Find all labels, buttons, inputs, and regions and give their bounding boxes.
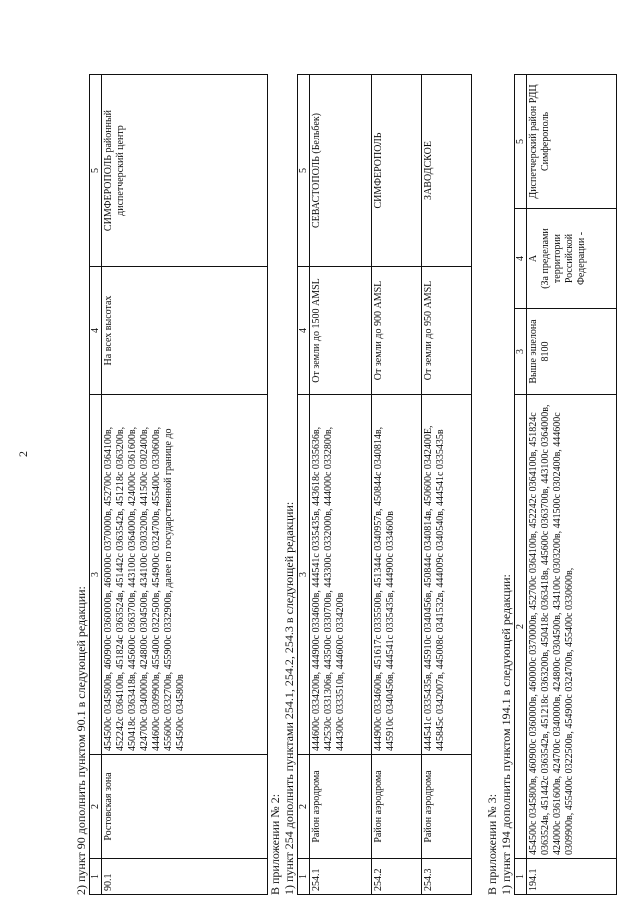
- control-center: СИМФЕРОПОЛЬ районный диспетчерский центр: [102, 75, 268, 267]
- coordinates: 444541с 0335435в, 445910с 0340456в, 450844с 0340814в, 450600с 0342400Е, 445845с 0342007в, 445008с 0341532в, 444009с 0340540в, 444541с 0335435в: [422, 395, 472, 755]
- class-letter: А: [528, 254, 539, 263]
- row-number: 254.1: [310, 859, 372, 895]
- heights: От земли до 950 AMSL: [422, 267, 472, 395]
- coordinates: 454500с 0345800в, 460900с 0360000в, 460000с 0370000в, 452700с 0364100в, 452242с 0364100в, 451824с 0363524в, 451442с 0363542в, 451218с 0363200в, 450418с 0363418в, 445600с 0363700в, 443100с 0364000в, 424000с 0361600в, 424700с 0340000в, 424800с 0304500в, 434100с 0303200в, 441500с 0302400в, 444600с 0309900в, 455400с 0322500в, 454900с 0324700в, 455400с 0330600в, 455600с 0332700в, 455900с 0332900в, далее по государственной границе до 454500с 0345800в: [102, 395, 268, 755]
- control-center: СЕВАСТОПОЛЬ (Бельбек): [310, 75, 372, 267]
- row-number: 254.3: [422, 859, 472, 895]
- col-header-3: 3: [90, 395, 102, 755]
- table-row: [527, 75, 617, 895]
- col-header-2: 2: [298, 755, 310, 859]
- heights: На всех высотах: [102, 267, 268, 395]
- col-header-5: 5: [90, 75, 102, 267]
- table-row: [422, 75, 472, 895]
- section2-heading: 1) пункт 254 дополнить пунктами 254.1, 254.2, 254.3 в следующей редакции:: [282, 501, 296, 895]
- area-name: Район аэродрома: [422, 755, 472, 859]
- col-header-3: 3: [298, 395, 310, 755]
- col-header-1: 1: [298, 859, 310, 895]
- col-header-1: 1: [515, 859, 527, 895]
- coordinates: 454500с 0345800в, 460900с 0360000в, 460000с 0370000в, 452700с 0364100в, 452242с 0364100в, 451824с 0363524в, 451442с 0363542в, 451218с 0363200в, 450418с 0363418в, 445600с 0363700в, 443100с 0364000в, 424000с 0361600в, 424700с 0340000в, 424800с 0304500в, 434100с 0303200в, 441500с 0302400в, 444600с 0309900в, 455400с 0322500в, 454900с 0324700в, 455400с 0330600в,: [527, 395, 617, 859]
- heights: От земли до 900 AMSL: [372, 267, 422, 395]
- col-header-2: 2: [90, 755, 102, 859]
- col-header-4: 4: [298, 267, 310, 395]
- section2-table: [297, 74, 472, 895]
- section3-table: [514, 74, 617, 895]
- control-center: ЗАВОДСКОЕ: [422, 75, 472, 267]
- col-header-4: 4: [90, 267, 102, 395]
- col-header-4: 4: [515, 209, 527, 309]
- table-header-row: [515, 75, 527, 895]
- col-header-5: 5: [515, 75, 527, 209]
- section3-heading: 1) пункт 194 дополнить пунктом 194.1 в следующей редакции:: [499, 574, 513, 895]
- table-header-row: [90, 75, 102, 895]
- row-number: 254.2: [372, 859, 422, 895]
- flight-level: Выше эшелона 8100: [527, 309, 617, 395]
- row-number: 194.1: [527, 859, 617, 895]
- col-header-3: 3: [515, 309, 527, 395]
- col-header-5: 5: [298, 75, 310, 267]
- table-row: [310, 75, 372, 895]
- table-row: [372, 75, 422, 895]
- table-header-row: [298, 75, 310, 895]
- appendix2-label: В приложении № 2:: [268, 793, 282, 895]
- airspace-class: [527, 209, 617, 309]
- page-number: 2: [16, 451, 30, 457]
- appendix3-label: В приложении № 3:: [485, 793, 499, 895]
- heights: От земли до 1500 AMSL: [310, 267, 372, 395]
- col-header-2: 2: [515, 395, 527, 859]
- control-center: СИМФЕРОПОЛЬ: [372, 75, 422, 267]
- area-name: Район аэродрома: [372, 755, 422, 859]
- coordinates: 444900с 0334600в, 451617с 0335500в, 451344с 0340957в, 450844с 0340814в, 445910с 0340456в, 444541с 0335435в, 444900с 0334600в: [372, 395, 422, 755]
- zone-name: Ростовская зона: [102, 755, 268, 859]
- section1-heading: 2) пункт 90 дополнить пунктом 90.1 в следующей редакции:: [74, 586, 88, 895]
- area-name: Район аэродрома: [310, 755, 372, 859]
- coordinates: 444600с 0334200в, 444900с 0334600в, 444541с 0335435в, 443618с 0335636в, 442530с 0331306в, 443500с 0330700в, 443300с 0332000в, 444000с 0332800в, 444300с 0333510в, 444600с 0334200в: [310, 395, 372, 755]
- section1-table: [89, 74, 268, 895]
- table-row: [102, 75, 268, 895]
- class-note: (За пределами территории Российской Федерации -: [540, 228, 587, 289]
- row-number: 90.1: [102, 859, 268, 895]
- control-center: Диспетчерский район РДЦ Симферополь: [527, 75, 617, 209]
- col-header-1: 1: [90, 859, 102, 895]
